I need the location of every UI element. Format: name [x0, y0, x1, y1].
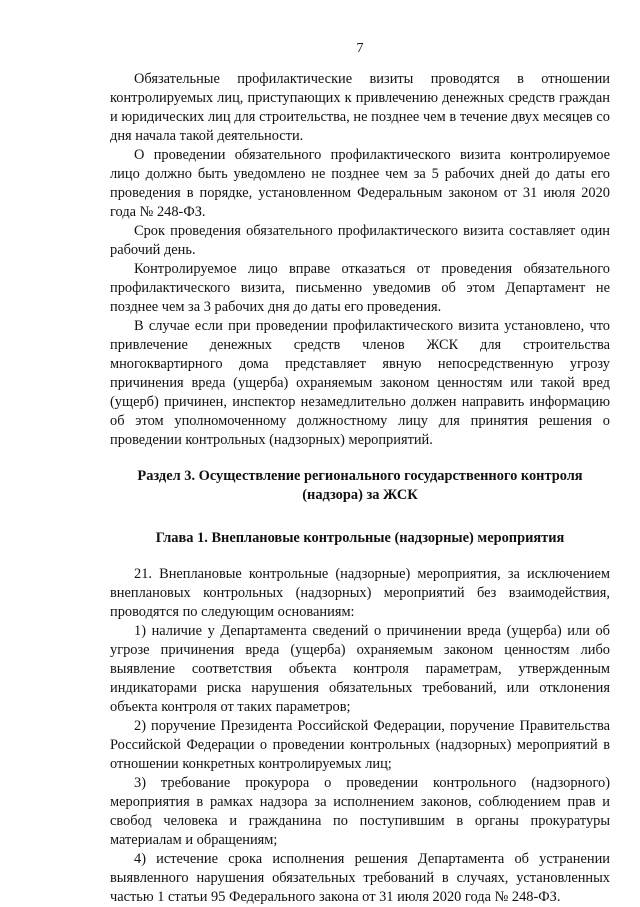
- paragraph-basis-4: 4) истечение срока исполнения решения Департамента об устранении выявленного нарушения обязательных требований в случаях, установленных частью 1 статьи 95 Федерального закона от 31 июля 2020 года № 248-ФЗ.: [110, 851, 610, 905]
- page-number: 7: [356, 41, 364, 56]
- chapter-title: Глава 1. Внеплановые контрольные (надзорные) мероприятия: [155, 530, 565, 546]
- paragraph-item-21: 21. Внеплановые контрольные (надзорные) мероприятия, за исключением внеплановых контрольных (надзорных) мероприятий без взаимодействия, проводятся по следующим основаниям:: [110, 566, 610, 620]
- document-page: [110, 40, 610, 907]
- paragraph-mandatory-visits: Обязательные профилактические визиты проводятся в отношении контролируемых лиц, приступающих к привлечению денежных средств граждан и юридических лиц для строительства, не позднее чем в течение двух месяцев со дня начала такой деятельности.: [110, 71, 610, 144]
- paragraph-visit-refusal: Контролируемое лицо вправе отказаться от проведения обязательного профилактического визита, письменно уведомив об этом Департамент не позднее чем за 3 рабочих дня до даты его проведения.: [110, 261, 610, 315]
- paragraph-basis-3: 3) требование прокурора о проведении контрольного (надзорного) мероприятия в рамках надзора за исполнением законов, соблюдением прав и свобод человека и гражданина по поступившим в органы прокуратуры материалам и обращениям;: [110, 775, 610, 848]
- paragraph-visit-duration: Срок проведения обязательного профилактического визита составляет один рабочий день.: [110, 223, 610, 258]
- paragraph-visit-notification: О проведении обязательного профилактического визита контролируемое лицо должно быть уведомлено не позднее чем за 5 рабочих дней до даты его проведения в порядке, установленном Федеральным законом от 31 июля 2020 года № 248-ФЗ.: [110, 147, 610, 220]
- paragraph-basis-1: 1) наличие у Департамента сведений о причинении вреда (ущерба) или об угрозе причинения вреда (ущерба) охраняемым законом ценностям либо выявление соответствия объекта контроля параметрам, утвержденным индикаторами риска нарушения обязательных требований, или отклонения объекта контроля от таких параметров;: [110, 623, 610, 715]
- section-title: Раздел 3. Осуществление регионального государственного контроля (надзора) за ЖСК: [137, 468, 583, 503]
- paragraph-threat-detected: В случае если при проведении профилактического визита установлено, что привлечение денежных средств членов ЖСК для строительства многоквартирного дома представляет явную непосредственную угрозу причинения вреда (ущерба) охраняемым законом ценностям или такой вред (ущерб) причинен, инспектор незамедлительно должен направить информацию об этом уполномоченному должностному лицу для принятия решения о проведении контрольных (надзорных) мероприятий.: [110, 318, 610, 448]
- paragraph-basis-2: 2) поручение Президента Российской Федерации, поручение Правительства Российской Федерации о проведении контрольных (надзорных) мероприятий в отношении конкретных контролируемых лиц;: [110, 718, 610, 772]
